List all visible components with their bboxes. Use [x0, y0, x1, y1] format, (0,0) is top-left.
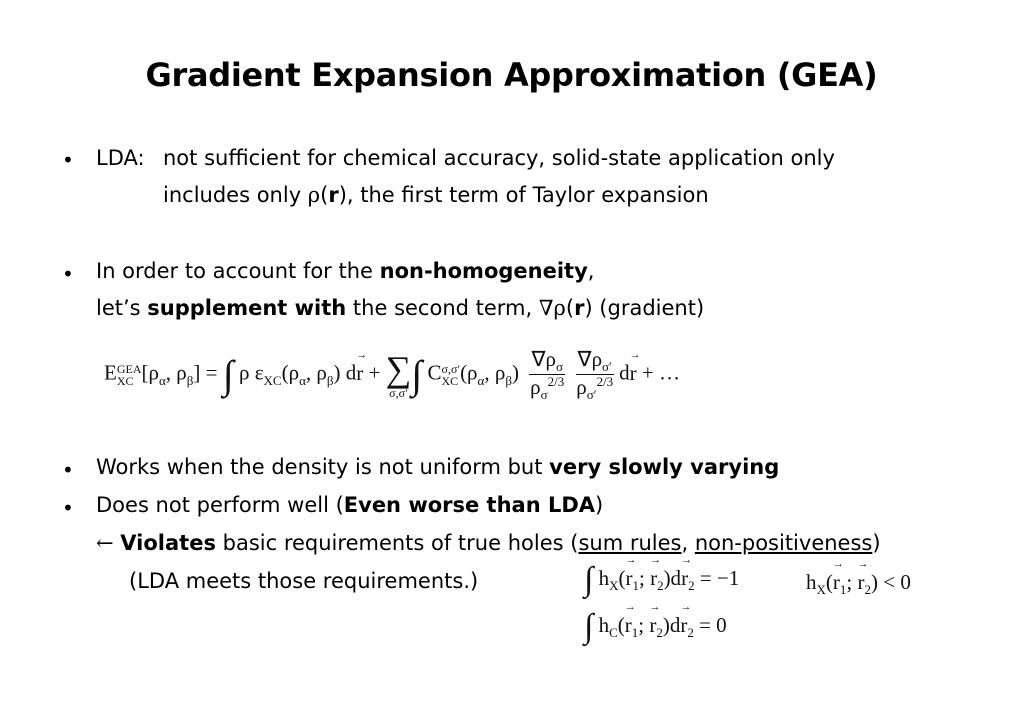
gea-line-2-pre: let’s	[96, 296, 148, 320]
hc-sum-rule-equation	[584, 610, 727, 644]
supplement-with-bold: supplement with	[147, 296, 347, 320]
eq-comma: , ρ	[165, 360, 187, 385]
nabla-rho-symbol: ∇ρ	[538, 296, 566, 320]
eq-C-sub: XC	[441, 373, 459, 388]
open: (	[617, 612, 625, 637]
sub-1: 1	[839, 582, 847, 598]
h: h	[593, 565, 610, 590]
sigma-prime-sub: σ′	[602, 359, 612, 375]
rho-symbol: ρ	[307, 183, 321, 207]
vector-r: → r	[630, 361, 637, 386]
hx-negativity-equation	[806, 570, 911, 598]
eq-comma: , ρ	[484, 360, 506, 385]
fraction-2-num	[576, 348, 614, 375]
eq-rho-eps: ρ ε	[233, 360, 264, 385]
eq-c-args: (ρ	[460, 360, 478, 385]
sum-limits: σ,σ′	[389, 385, 408, 400]
very-slowly-varying-bold: very slowly varying	[549, 455, 780, 479]
violates-line	[96, 531, 881, 555]
sub-2: 2	[657, 578, 664, 593]
slowly-varying-pre: Works when the density is not uniform but	[96, 455, 550, 479]
vector-r: → r	[857, 570, 864, 595]
eq-close: ) d	[333, 360, 357, 385]
sub-2: 2	[656, 625, 663, 640]
h: h	[806, 570, 817, 594]
non-positiveness-underlined: non-positiveness	[694, 531, 873, 555]
eq-beta: β	[505, 372, 512, 388]
eq-alpha: α	[477, 372, 485, 388]
eq-comma: , ρ	[305, 360, 327, 385]
gea-line-2-post: ) (gradient)	[584, 296, 705, 320]
close-d: )d	[663, 565, 682, 590]
lda-line-2	[163, 183, 709, 207]
eq-E-sup: GEA	[116, 361, 142, 376]
fraction-1-den	[529, 375, 565, 402]
performance-pre: Does not perform well (	[96, 493, 344, 517]
gea-line-1-pre: In order to account for the	[96, 259, 380, 283]
eq-plus: +	[363, 360, 386, 385]
fraction-1	[529, 348, 565, 402]
sub-1: 1	[631, 625, 639, 640]
comma: ,	[681, 531, 695, 555]
sigma-prime-sub: σ′	[586, 387, 597, 403]
eq-C: C	[422, 360, 442, 385]
slide-title: Gradient Expansion Approximation (GEA)	[145, 56, 878, 94]
sub-2: 2	[687, 625, 694, 640]
non-homogeneity-bold: non-homogeneity	[379, 259, 588, 283]
eq-tail: + …	[636, 360, 680, 385]
exponent: 2/3	[547, 373, 565, 389]
eq-C-scripts	[442, 363, 461, 387]
sub-x: X	[609, 578, 619, 593]
eq-alpha: α	[299, 372, 306, 388]
even-worse-bold: Even worse than LDA	[343, 493, 596, 517]
hx-sum-rule-equation	[584, 563, 739, 597]
lda-line-2-pre: includes only	[163, 183, 308, 207]
gea-line-2	[96, 296, 704, 320]
sum-symbol: ∑	[385, 348, 412, 389]
bullet-marker: •	[62, 148, 74, 172]
nabla-rho: ∇ρ	[577, 347, 603, 371]
performance-line	[96, 493, 603, 517]
performance-post: )	[595, 493, 604, 517]
bullet-marker: •	[62, 262, 74, 286]
lda-label: LDA:	[96, 146, 145, 170]
rho: ρ	[530, 374, 541, 399]
gea-equation	[104, 348, 680, 402]
vector-r: → r	[356, 361, 363, 386]
r-bold: r	[328, 183, 339, 207]
sigma-sub: σ	[556, 359, 564, 375]
lda-line-2-post: ), the first term of Taylor expansion	[338, 183, 709, 207]
integral-sign: ∫	[411, 351, 423, 397]
close-paren: )	[872, 531, 881, 555]
r-bold: r	[574, 296, 585, 320]
vector-r: → r	[681, 566, 688, 591]
eq-eps-args: (ρ	[281, 360, 300, 385]
gea-line-1	[96, 259, 594, 283]
eq-close: ] =	[193, 360, 223, 385]
sub-1: 1	[632, 578, 639, 593]
left-arrow-icon: ←	[96, 531, 121, 555]
eq-E-sub: XC	[116, 373, 134, 388]
semicolon: ;	[638, 565, 651, 590]
eq-d: d	[613, 360, 630, 385]
eq-E-scripts	[117, 363, 142, 387]
rhs: = −1	[694, 565, 740, 590]
sub-2: 2	[688, 578, 695, 593]
open: (	[825, 570, 833, 594]
vector-r: → r	[625, 613, 632, 638]
semicolon: ;	[846, 570, 858, 594]
lda-line-1: not sufficient for chemical accuracy, solid-state application only	[163, 146, 835, 170]
sum-sign	[385, 348, 412, 400]
rhs: = 0	[693, 612, 727, 637]
eq-close: )	[511, 360, 519, 385]
sub-x: X	[816, 582, 826, 598]
bullet-marker: •	[62, 496, 74, 520]
gea-line-2-mid: the second term,	[346, 296, 539, 320]
sub-2: 2	[864, 582, 871, 598]
lda-meets-line: (LDA meets those requirements.)	[129, 569, 479, 593]
vector-r: → r	[833, 570, 840, 595]
exponent: 2/3	[596, 373, 614, 389]
fraction-1-num	[529, 348, 565, 375]
close-d: )d	[662, 612, 681, 637]
sub-c: C	[609, 625, 618, 640]
eq-alpha: α	[158, 372, 166, 388]
bullet-marker: •	[62, 458, 74, 482]
violates-bold: Violates	[120, 531, 216, 555]
integral-sign: ∫	[584, 608, 594, 645]
gea-line-1-post: ,	[587, 259, 595, 283]
eq-beta: β	[326, 372, 334, 388]
fraction-2	[576, 348, 614, 402]
vector-r: → r	[625, 566, 632, 591]
eq-xc: XC	[263, 372, 282, 388]
paren-open: (	[565, 296, 575, 320]
sigma-sub: σ	[540, 387, 548, 403]
paren-open: (	[320, 183, 329, 207]
violates-mid: basic requirements of true holes (	[215, 531, 579, 555]
vector-r: → r	[649, 613, 656, 638]
rho: ρ	[576, 374, 587, 399]
semicolon: ;	[638, 612, 650, 637]
integral-sign: ∫	[222, 351, 234, 397]
nabla-rho: ∇ρ	[531, 347, 556, 371]
vector-r: → r	[650, 566, 657, 591]
eq-beta: β	[186, 372, 194, 388]
integral-sign: ∫	[584, 561, 594, 598]
h: h	[593, 612, 610, 637]
eq-C-sup: σ,σ′	[441, 361, 461, 376]
slowly-varying-line	[96, 455, 779, 479]
fraction-2-den	[576, 375, 614, 402]
sum-rules-underlined: sum rules	[578, 531, 682, 555]
eq-E: E	[104, 360, 117, 385]
vector-r: → r	[680, 613, 687, 638]
rhs: ) < 0	[870, 570, 911, 594]
eq-args: [ρ	[141, 360, 159, 385]
open: (	[618, 565, 626, 590]
